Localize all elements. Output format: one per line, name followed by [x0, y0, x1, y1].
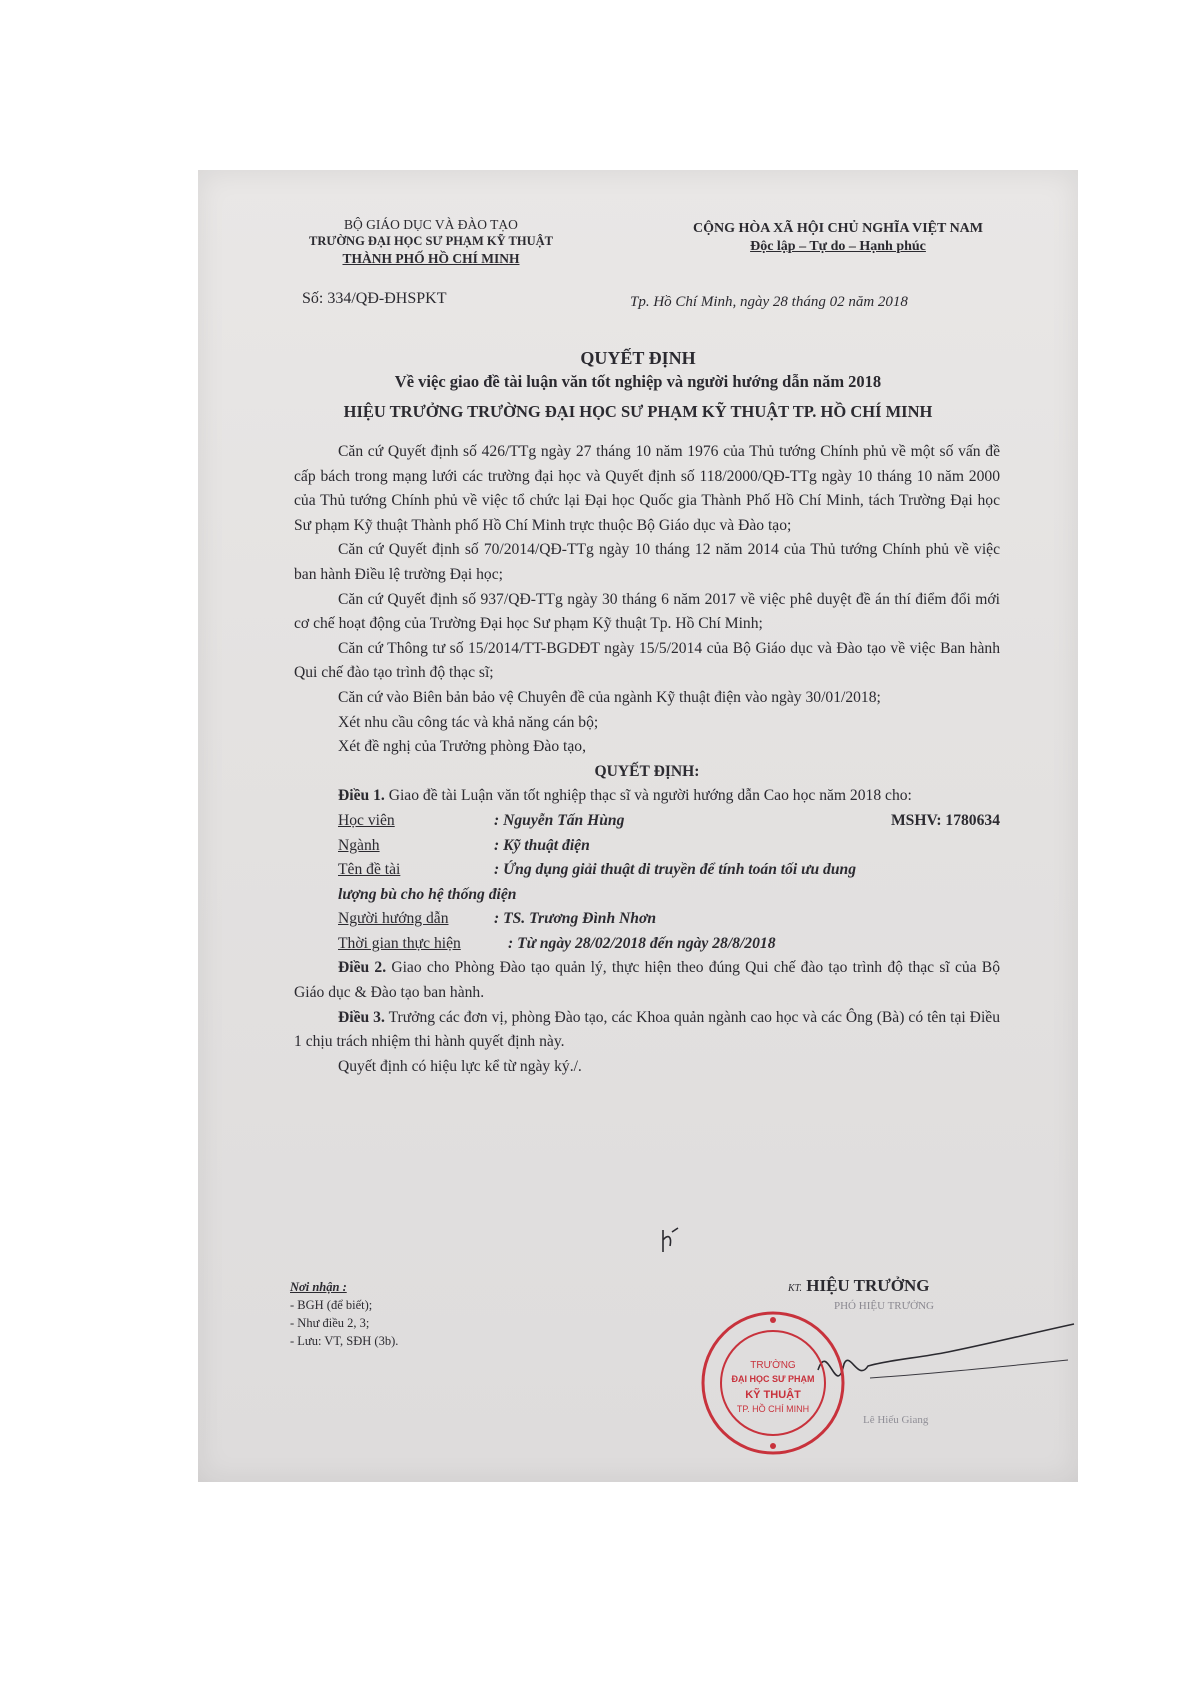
- city-name: THÀNH PHỐ HỒ CHÍ MINH: [342, 251, 520, 266]
- recipients-block: [290, 1278, 398, 1350]
- stamp-line: TP. HỒ CHÍ MINH: [736, 1404, 810, 1414]
- topic-value: : Ứng dụng giải thuật di truyền để tính toán tối ưu dung: [494, 861, 856, 879]
- article-3-text: Trưởng các đơn vị, phòng Đào tạo, các Khoa quản ngành cao học và các Ông (Bà) có tên tại Điều 1 chịu trách nhiệm thi hành quyết định này.: [294, 1008, 1000, 1051]
- recipient-item: - Như điều 2, 3;: [290, 1316, 370, 1330]
- recipient-item: - Lưu: VT, SĐH (3b).: [290, 1334, 399, 1348]
- article-2-label: Điều 2.: [338, 959, 387, 977]
- ministry-name: BỘ GIÁO DỤC VÀ ĐÀO TẠO: [344, 217, 518, 232]
- signer-name: Lê Hiếu Giang: [863, 1414, 929, 1426]
- preamble-clause: Căn cứ Quyết định số 937/QĐ-TTg ngày 30 tháng 6 năm 2017 về việc phê duyệt đề án thí điểm đổi mới cơ chế hoạt động của Trường Đại học Sư phạm Kỹ thuật Tp. Hồ Chí Minh;: [294, 590, 1000, 633]
- student-id: MSHV: 1780634: [890, 811, 1000, 829]
- article-1-label: Điều 1.: [338, 787, 385, 805]
- national-title: CỘNG HÒA XÃ HỘI CHỦ NGHĨA VIỆT NAM: [692, 221, 983, 236]
- article-1-text: Giao đề tài Luận văn tốt nghiệp thạc sĩ và người hướng dẫn Cao học năm 2018 cho:: [388, 787, 912, 805]
- period-row: [294, 932, 1000, 957]
- official-seal-icon: [698, 1308, 848, 1458]
- stamp-line: KỸ THUẬT: [745, 1389, 801, 1401]
- document-photo: [198, 170, 1078, 1482]
- university-name: TRƯỜNG ĐẠI HỌC SƯ PHẠM KỸ THUẬT: [309, 234, 553, 248]
- recipient-item: - BGH (để biết);: [290, 1298, 373, 1312]
- advisor-label: Người hướng dẫn: [338, 910, 449, 928]
- decision-page: [198, 170, 1078, 1482]
- article-3: [294, 1006, 1000, 1055]
- on-behalf-mark: KT.: [788, 1283, 802, 1294]
- article-1: [294, 784, 1000, 809]
- decision-body: [294, 440, 1000, 1079]
- preamble-clause: Căn cứ Thông tư số 15/2014/TT-BGDĐT ngày 15/5/2014 của Bộ Giáo dục và Đào tạo về việc Ban hành Qui chế đào tạo trình độ thạc sĩ;: [294, 639, 1000, 682]
- article-2-text: Giao cho Phòng Đào tạo quản lý, thực hiện theo đúng Qui chế đào tạo trình độ thạc sĩ của Bộ Giáo dục & Đào tạo ban hành.: [294, 959, 1000, 1002]
- topic-row: [294, 858, 1000, 883]
- article-2: [294, 956, 1000, 1005]
- major-value: : Kỹ thuật điện: [494, 836, 590, 854]
- preamble-clause: Xét nhu cầu công tác và khả năng cán bộ;: [338, 713, 599, 731]
- advisor-row: [294, 907, 1000, 932]
- issuing-authority: HIỆU TRƯỞNG TRƯỜNG ĐẠI HỌC SƯ PHẠM KỸ THUẬT TP. HỒ CHÍ MINH: [343, 402, 933, 421]
- stamp-line: ĐẠI HỌC SƯ PHẠM: [731, 1374, 815, 1384]
- national-header: [638, 220, 1038, 256]
- student-row: [294, 809, 1000, 834]
- student-label: Học viên: [338, 811, 395, 829]
- preamble-clause: Căn cứ Quyết định số 426/TTg ngày 27 tháng 10 năm 1976 của Thủ tướng Chính phủ về một số vấn đề cấp bách trong mạng lưới các trường đại học và Quyết định số 118/2000/QĐ-TTg ngày 10 tháng 10 năm 2000 của Thủ tướng Chính phủ về việc tổ chức lại Đại học Quốc gia Thành Phố Hồ Chí Minh, tách Trường Đại học Sư phạm Kỹ thuật Thành phố Hồ Chí Minh trực thuộc Bộ Giáo dục và Đào tạo;: [294, 443, 1000, 534]
- effective-clause: Quyết định có hiệu lực kể từ ngày ký./.: [338, 1057, 582, 1075]
- recipients-heading: Nơi nhận :: [290, 1280, 347, 1294]
- document-title: QUYẾT ĐỊNH: [580, 348, 696, 368]
- issue-date: Tp. Hồ Chí Minh, ngày 28 tháng 02 năm 2018: [630, 294, 908, 310]
- period-label: Thời gian thực hiện: [338, 934, 461, 952]
- stamp-line: TRƯỜNG: [750, 1360, 796, 1371]
- signatory-subtitle: PHÓ HIỆU TRƯỞNG: [834, 1300, 934, 1312]
- signatory-title: HIỆU TRƯỞNG: [806, 1276, 930, 1295]
- preamble-clause: Căn cứ vào Biên bản bảo vệ Chuyên đề của ngành Kỹ thuật điện vào ngày 30/01/2018;: [338, 688, 881, 706]
- article-3-label: Điều 3.: [338, 1008, 385, 1026]
- student-name: : Nguyễn Tấn Hùng: [494, 811, 625, 829]
- preamble-clause: Xét đề nghị của Trưởng phòng Đào tạo,: [338, 738, 586, 756]
- national-motto: Độc lập – Tự do – Hạnh phúc: [750, 239, 926, 254]
- decision-heading: QUYẾT ĐỊNH:: [594, 762, 700, 780]
- advisor-value: : TS. Trương Đình Nhơn: [494, 910, 656, 928]
- topic-label: Tên đề tài: [338, 861, 401, 879]
- document-subject: Về việc giao đề tài luận văn tốt nghiệp và người hướng dẫn năm 2018: [394, 372, 882, 391]
- topic-continuation: lượng bù cho hệ thống điện: [338, 885, 517, 903]
- issuer-header: [286, 216, 576, 267]
- period-value: : Từ ngày 28/02/2018 đến ngày 28/8/2018: [508, 934, 776, 952]
- major-row: [294, 834, 1000, 859]
- document-number: Số: 334/QĐ-ĐHSPKT: [302, 290, 447, 307]
- preamble-clause: Căn cứ Quyết định số 70/2014/QĐ-TTg ngày 10 tháng 12 năm 2014 của Thủ tướng Chính phủ về việc ban hành Điều lệ trường Đại học;: [294, 541, 1000, 583]
- signature-title: [788, 1276, 930, 1296]
- initial-mark-icon: [658, 1226, 682, 1256]
- major-label: Ngành: [338, 836, 380, 854]
